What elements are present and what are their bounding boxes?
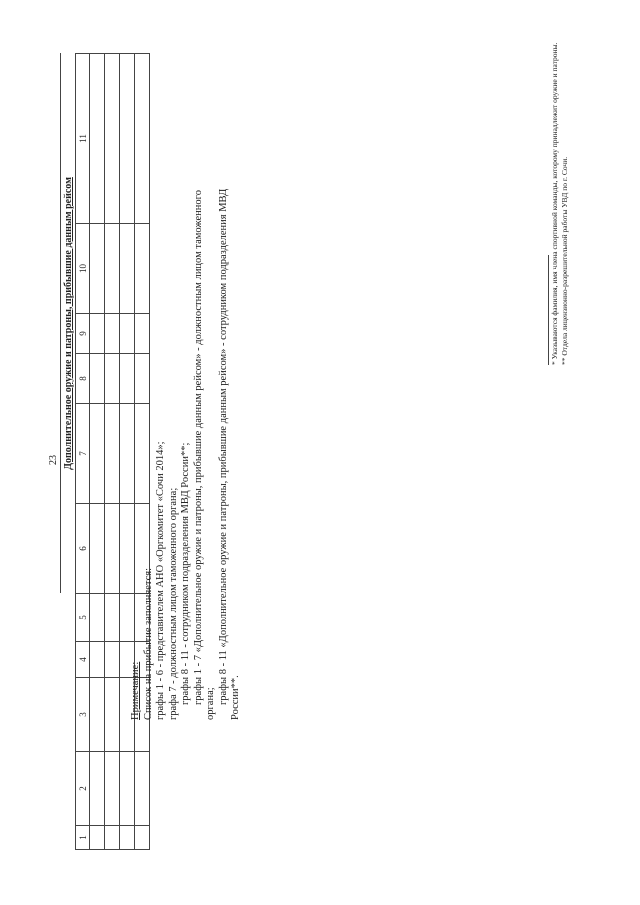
table-row — [105, 53, 120, 849]
column-number: 11 — [76, 53, 90, 223]
notes-line: графы 1 - 7 «Дополнительное оружие и патроны, прибывшие данным рейсом» - должностным лицом таможенного — [192, 190, 204, 705]
footnotes — [550, 15, 570, 365]
column-number: 5 — [76, 594, 90, 642]
column-number: 3 — [76, 678, 90, 752]
notes-line: России**. — [230, 675, 241, 720]
column-number: 10 — [76, 224, 90, 314]
column-number-row — [76, 53, 90, 849]
notes-line: Список на прибытие заполняется: — [142, 567, 154, 720]
column-number: 2 — [76, 752, 90, 826]
notes-line: графы 8 - 11 «Дополнительное оружие и патроны, прибывшие данным рейсом» - сотрудником подразделения МВД — [217, 188, 229, 705]
table-group-heading: Дополнительное оружие и патроны, прибывшие данным рейсом — [61, 53, 76, 593]
notes-line: графы 1 - 6 - представителем АНО «Оргкомитет «Сочи 2014»; — [155, 441, 166, 720]
notes-line: графа 7 - должностным лицом таможенного органа; — [167, 487, 179, 720]
notes-block — [130, 20, 243, 720]
table-row — [90, 53, 105, 849]
column-number: 6 — [76, 504, 90, 594]
footnote: ** Отдела лицензионно-разрешительной работы УВД по г. Сочи. — [560, 156, 569, 365]
column-number: 9 — [76, 314, 90, 354]
column-number: 8 — [76, 354, 90, 404]
page-number: 23 — [48, 455, 59, 465]
footnote-separator — [548, 255, 549, 365]
table-header-spacer — [61, 594, 76, 850]
column-number: 7 — [76, 404, 90, 504]
notes-title: Примечание: — [130, 661, 141, 720]
notes-line: графы 8 - 11 - сотрудником подразделения МВД России**; — [180, 442, 191, 705]
notes-line: органа; — [205, 687, 216, 720]
column-number: 1 — [76, 826, 90, 850]
footnote: * Указываются фамилия, имя члена спортивной команды, которому принадлежит оружие и патроны. — [550, 42, 559, 365]
column-number: 4 — [76, 642, 90, 678]
